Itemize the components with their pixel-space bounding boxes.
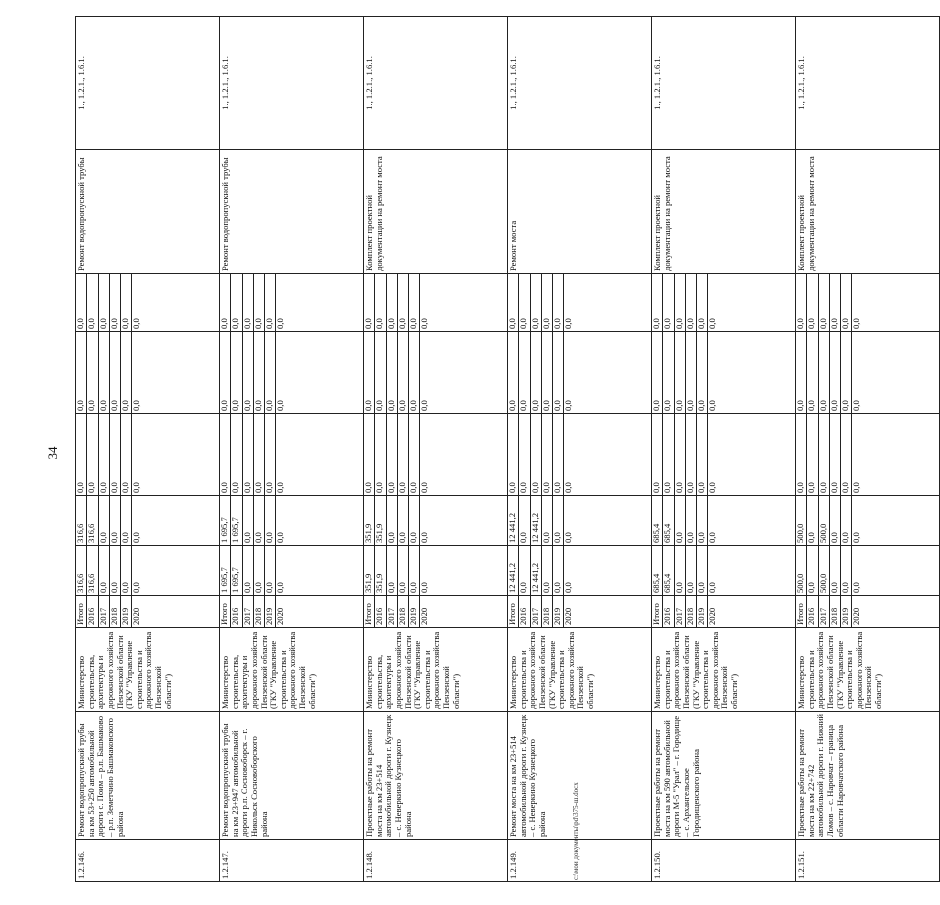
funding-value: 0,0 — [830, 332, 841, 413]
funding-value: 0,0 — [841, 274, 852, 331]
funding-c2-cell — [364, 496, 508, 546]
funding-value: 0,0 — [220, 332, 231, 413]
funding-value: 685,4 — [652, 546, 663, 595]
funding-value: 0,0 — [796, 332, 807, 413]
funding-value: 0,0 — [87, 414, 98, 495]
year-label: 2018 — [542, 596, 553, 627]
funding-value: 0,0 — [686, 496, 697, 545]
funding-c2-cell — [796, 496, 940, 546]
funding-value: 0,0 — [697, 496, 708, 545]
funding-value: 351,9 — [364, 496, 375, 545]
table-row — [796, 17, 940, 882]
funding-value: 0,0 — [675, 496, 686, 545]
funding-c4-cell — [364, 332, 508, 414]
funding-value: 0,0 — [99, 546, 110, 595]
funding-value: 0,0 — [409, 546, 420, 595]
year-label: 2016 — [807, 596, 818, 627]
funding-value: 0,0 — [686, 274, 697, 331]
year-label: Итого — [652, 596, 663, 627]
expected-result-cell: Комплект проектной документации на ремонт моста — [652, 150, 796, 274]
funding-value: 0,0 — [841, 546, 852, 595]
funding-value: 0,0 — [110, 274, 121, 331]
funding-c5-cell — [652, 274, 796, 332]
indicator-code-cell: 1., 1.2.1., 1.6.1. — [220, 17, 364, 150]
funding-value: 0,0 — [398, 274, 409, 331]
funding-value: 685,4 — [652, 496, 663, 545]
funding-value: 500,0 — [819, 546, 830, 595]
table-row — [220, 17, 364, 882]
funding-value: 0,0 — [531, 332, 542, 413]
year-label: Итого — [508, 596, 519, 627]
funding-value: 0,0 — [243, 274, 254, 331]
funding-value: 0,0 — [542, 546, 553, 595]
year-label: 2019 — [121, 596, 132, 627]
funding-c5-cell — [364, 274, 508, 332]
table-row — [364, 17, 508, 882]
funding-value: 0,0 — [563, 318, 574, 329]
year-label: 2016 — [663, 596, 674, 627]
indicator-code-cell: 1., 1.2.1., 1.6.1. — [508, 17, 652, 150]
funding-value: 0,0 — [686, 332, 697, 413]
funding-value: 0,0 — [851, 318, 862, 329]
funding-value: 0,0 — [841, 332, 852, 413]
funding-value: 0,0 — [841, 496, 852, 545]
year-label: Итого — [220, 596, 231, 627]
funding-value: 0,0 — [243, 546, 254, 595]
funding-c4-cell — [796, 332, 940, 414]
funding-value: 351,9 — [375, 546, 386, 595]
funding-c3-cell — [364, 414, 508, 496]
funding-c3-cell — [652, 414, 796, 496]
funding-value: 0,0 — [275, 482, 286, 493]
funding-value: 0,0 — [697, 414, 708, 495]
funding-value: 0,0 — [553, 274, 564, 331]
funding-value: 0,0 — [387, 332, 398, 413]
funding-value: 0,0 — [364, 332, 375, 413]
funding-value: 0,0 — [121, 546, 132, 595]
funding-c1-cell — [220, 546, 364, 596]
funding-value: 0,0 — [254, 496, 265, 545]
funding-value: 0,0 — [87, 332, 98, 413]
funding-c5-cell — [508, 274, 652, 332]
funding-value: 0,0 — [419, 400, 430, 411]
funding-c4-cell — [76, 332, 220, 414]
funding-value: 0,0 — [409, 332, 420, 413]
funding-value: 0,0 — [110, 332, 121, 413]
funding-value: 0,0 — [841, 414, 852, 495]
funding-c3-cell — [76, 414, 220, 496]
funding-value: 0,0 — [375, 274, 386, 331]
table-row — [508, 17, 652, 882]
expected-result-cell: Комплект проектной документации на ремонт моста — [796, 150, 940, 274]
row-number-cell: 1.2.146. — [76, 840, 220, 882]
funding-value: 0,0 — [419, 318, 430, 329]
funding-value: 0,0 — [519, 414, 530, 495]
years-cell — [364, 596, 508, 628]
year-label: 2020 — [419, 607, 430, 625]
funding-value: 0,0 — [531, 274, 542, 331]
funding-c1-cell — [508, 546, 652, 596]
funding-value: 0,0 — [851, 400, 862, 411]
years-cell — [652, 596, 796, 628]
funding-value: 0,0 — [675, 332, 686, 413]
funding-value: 0,0 — [387, 546, 398, 595]
funding-c5-cell — [76, 274, 220, 332]
funding-value: 0,0 — [663, 274, 674, 331]
year-label: 2020 — [707, 607, 718, 625]
table-row — [652, 17, 796, 882]
funding-value: 0,0 — [675, 274, 686, 331]
funding-value: 0,0 — [807, 496, 818, 545]
funding-value: 0,0 — [553, 414, 564, 495]
funding-value: 0,0 — [851, 532, 862, 543]
year-label: 2020 — [563, 607, 574, 625]
row-number-cell: 1.2.151. — [796, 840, 940, 882]
funding-value: 0,0 — [851, 482, 862, 493]
year-label: 2020 — [275, 607, 286, 625]
funding-value: 0,0 — [663, 414, 674, 495]
funding-value: 0,0 — [563, 482, 574, 493]
funding-value: 0,0 — [99, 274, 110, 331]
funding-value: 0,0 — [364, 414, 375, 495]
funding-value: 0,0 — [796, 274, 807, 331]
funding-value: 0,0 — [398, 496, 409, 545]
funding-value: 0,0 — [807, 332, 818, 413]
funding-c2-cell — [652, 496, 796, 546]
funding-value: 0,0 — [675, 546, 686, 595]
table-body — [76, 17, 940, 882]
funding-value: 0,0 — [553, 496, 564, 545]
indicator-code-cell: 1., 1.2.1., 1.6.1. — [76, 17, 220, 150]
year-label: 2017 — [675, 596, 686, 627]
funding-value: 0,0 — [419, 532, 430, 543]
row-number-cell: 1.2.149. — [508, 840, 652, 882]
funding-c1-cell — [76, 546, 220, 596]
funding-value: 0,0 — [419, 582, 430, 593]
funding-value: 0,0 — [663, 332, 674, 413]
funding-value: 12 441,2 — [508, 546, 519, 595]
funding-value: 0,0 — [398, 332, 409, 413]
funding-value: 0,0 — [131, 482, 142, 493]
expected-result-cell: Ремонт водопропускной трубы — [220, 150, 364, 274]
funding-value: 0,0 — [110, 414, 121, 495]
funding-value: 0,0 — [807, 274, 818, 331]
year-label: 2017 — [531, 596, 542, 627]
executor-cell: Министерство строительства и дорожного хозяйства Пензенской области (ГКУ "Управление строительства и дорожного хозяйства Пензенской области") — [508, 628, 652, 712]
funding-value: 0,0 — [675, 414, 686, 495]
funding-value: 500,0 — [796, 496, 807, 545]
funding-c1-cell — [796, 546, 940, 596]
funding-value: 0,0 — [553, 546, 564, 595]
funding-c5-cell — [220, 274, 364, 332]
funding-value: 0,0 — [830, 274, 841, 331]
funding-value: 0,0 — [99, 414, 110, 495]
funding-value: 0,0 — [686, 546, 697, 595]
funding-value: 0,0 — [652, 332, 663, 413]
funding-value: 316,6 — [87, 496, 98, 545]
executor-cell: Министерство строительства и дорожного хозяйства Пензенской области (ГКУ "Управление строительства и дорожного хозяйства Пензенской области") — [652, 628, 796, 712]
funding-c4-cell — [652, 332, 796, 414]
funding-value: 0,0 — [87, 274, 98, 331]
funding-value: 0,0 — [375, 414, 386, 495]
years-cell — [220, 596, 364, 628]
funding-c4-cell — [508, 332, 652, 414]
funding-value: 12 441,2 — [531, 546, 542, 595]
year-label: 2017 — [243, 596, 254, 627]
expected-result-cell: Комплект проектной документации на ремонт моста — [364, 150, 508, 274]
year-label: 2017 — [387, 596, 398, 627]
funding-value: 1 695,7 — [220, 496, 231, 545]
funding-value: 351,9 — [364, 546, 375, 595]
indicator-code-cell: 1., 1.2.1., 1.6.1. — [796, 17, 940, 150]
funding-c5-cell — [796, 274, 940, 332]
funding-value: 0,0 — [387, 274, 398, 331]
funding-value: 12 441,2 — [508, 496, 519, 545]
funding-value: 0,0 — [519, 332, 530, 413]
funding-value: 0,0 — [819, 332, 830, 413]
funding-value: 0,0 — [419, 482, 430, 493]
funding-value: 0,0 — [121, 414, 132, 495]
funding-value: 0,0 — [707, 482, 718, 493]
funding-c3-cell — [220, 414, 364, 496]
year-label: 2019 — [697, 596, 708, 627]
years-cell — [76, 596, 220, 628]
funding-value: 0,0 — [110, 546, 121, 595]
funding-value: 0,0 — [508, 332, 519, 413]
funding-c1-cell — [652, 546, 796, 596]
years-cell — [508, 596, 652, 628]
funding-value: 0,0 — [220, 414, 231, 495]
funding-value: 0,0 — [807, 414, 818, 495]
funding-value: 0,0 — [707, 582, 718, 593]
funding-c3-cell — [508, 414, 652, 496]
funding-value: 0,0 — [707, 532, 718, 543]
year-label: 2020 — [131, 607, 142, 625]
funding-value: 0,0 — [131, 582, 142, 593]
funding-value: 0,0 — [553, 332, 564, 413]
funding-value: 0,0 — [110, 496, 121, 545]
executor-cell: Министерство строительства, архитектуры и дорожного хозяйства Пензенской области (ГКУ "Управление строительства и дорожного хозяйства Пензенской области") — [364, 628, 508, 712]
indicator-code-cell: 1., 1.2.1., 1.6.1. — [364, 17, 508, 150]
funding-value: 0,0 — [519, 274, 530, 331]
row-number-cell: 1.2.150. — [652, 840, 796, 882]
funding-value: 316,6 — [76, 546, 87, 595]
funding-value: 0,0 — [275, 532, 286, 543]
year-label: 2019 — [265, 596, 276, 627]
funding-value: 0,0 — [364, 274, 375, 331]
funding-value: 0,0 — [265, 332, 276, 413]
year-label: 2016 — [375, 596, 386, 627]
funding-value: 0,0 — [508, 274, 519, 331]
funding-value: 0,0 — [652, 414, 663, 495]
funding-value: 0,0 — [375, 332, 386, 413]
funding-value: 0,0 — [697, 274, 708, 331]
year-label: 2018 — [254, 596, 265, 627]
funding-value: 0,0 — [830, 496, 841, 545]
funding-value: 0,0 — [830, 546, 841, 595]
table-row — [76, 17, 220, 882]
funding-value: 0,0 — [265, 496, 276, 545]
funding-value: 685,4 — [663, 546, 674, 595]
funding-value: 0,0 — [254, 546, 265, 595]
funding-value: 0,0 — [99, 332, 110, 413]
footer-file-path: c:\мои документы\pd\375-ш.docx — [572, 782, 580, 880]
year-label: Итого — [364, 596, 375, 627]
executor-cell: Министерство строительства, архитектуры и дорожного хозяйства Пензенской области (ГКУ "Управление строительства и дорожного хозяйства Пензенской области") — [76, 628, 220, 712]
funding-value: 0,0 — [220, 274, 231, 331]
funding-value: 316,6 — [76, 496, 87, 545]
funding-value: 0,0 — [275, 318, 286, 329]
funding-value: 0,0 — [254, 414, 265, 495]
funding-value: 12 441,2 — [531, 496, 542, 545]
executor-cell: Министерство строительства и дорожного хозяйства Пензенской области (ГКУ "Управление строительства и дорожного хозяйства Пензенской области") — [796, 628, 940, 712]
year-label: Итого — [76, 596, 87, 627]
funding-value: 0,0 — [275, 582, 286, 593]
year-label: Итого — [796, 596, 807, 627]
funding-value: 0,0 — [686, 414, 697, 495]
funding-value: 0,0 — [807, 546, 818, 595]
year-label: 2019 — [841, 596, 852, 627]
funding-value: 0,0 — [243, 414, 254, 495]
funding-value: 0,0 — [265, 546, 276, 595]
funding-value: 1 695,7 — [231, 546, 242, 595]
funding-value: 0,0 — [254, 332, 265, 413]
funding-value: 500,0 — [819, 496, 830, 545]
years-cell — [796, 596, 940, 628]
funding-value: 0,0 — [519, 496, 530, 545]
year-label: 2018 — [398, 596, 409, 627]
funding-value: 0,0 — [707, 318, 718, 329]
funding-value: 0,0 — [830, 414, 841, 495]
funding-value: 0,0 — [231, 332, 242, 413]
funding-value: 0,0 — [542, 414, 553, 495]
measure-name-cell: Проектные работы на ремонт моста на км 22+742 автомобильной дороги г. Нижний Ломов – с. Наровчат – граница области Наровчатского района — [796, 712, 940, 840]
funding-value: 0,0 — [652, 274, 663, 331]
funding-value: 0,0 — [796, 414, 807, 495]
year-label: 2016 — [519, 596, 530, 627]
year-label: 2018 — [686, 596, 697, 627]
funding-value: 0,0 — [254, 274, 265, 331]
funding-value: 0,0 — [409, 414, 420, 495]
funding-value: 0,0 — [819, 274, 830, 331]
funding-value: 351,9 — [375, 496, 386, 545]
row-number-cell: 1.2.148. — [364, 840, 508, 882]
year-label: 2017 — [99, 596, 110, 627]
expected-result-cell: Ремонт водопропускной трубы — [76, 150, 220, 274]
funding-value: 0,0 — [519, 546, 530, 595]
funding-value: 0,0 — [707, 400, 718, 411]
expected-result-cell: Ремонт моста — [508, 150, 652, 274]
funding-value: 1 695,7 — [231, 496, 242, 545]
year-label: 2017 — [819, 596, 830, 627]
funding-value: 0,0 — [76, 332, 87, 413]
funding-c2-cell — [76, 496, 220, 546]
funding-value: 0,0 — [819, 414, 830, 495]
funding-value: 0,0 — [131, 532, 142, 543]
funding-value: 0,0 — [99, 496, 110, 545]
funding-value: 0,0 — [563, 400, 574, 411]
funding-value: 0,0 — [563, 532, 574, 543]
funding-value: 1 695,7 — [220, 546, 231, 595]
funding-value: 0,0 — [697, 332, 708, 413]
measure-name-cell: Ремонт водопропускной трубы на км 23+947 автомобильной дороги р.п. Сосновоборск – г. Никольск Сосновоборского района — [220, 712, 364, 840]
funding-value: 0,0 — [76, 414, 87, 495]
year-label: 2016 — [87, 596, 98, 627]
year-label: 2018 — [110, 596, 121, 627]
funding-value: 0,0 — [121, 274, 132, 331]
indicator-code-cell: 1., 1.2.1., 1.6.1. — [652, 17, 796, 150]
funding-value: 0,0 — [243, 496, 254, 545]
funding-value: 0,0 — [542, 274, 553, 331]
funding-c1-cell — [364, 546, 508, 596]
funding-value: 0,0 — [542, 496, 553, 545]
measure-name-cell: Ремонт моста на км 23+514 автомобильной дороги г. Кузнецк – с. Неверкино Кузнецкого района — [508, 712, 652, 840]
funding-value: 0,0 — [409, 274, 420, 331]
funding-value: 0,0 — [398, 414, 409, 495]
measure-name-cell: Проектные работы на ремонт моста на км 23+514 автомобильной дороги г. Кузнецк – с. Неверкино Кузнецкого района — [364, 712, 508, 840]
funding-value: 0,0 — [121, 496, 132, 545]
measure-name-cell: Ремонт водопропускной трубы на км 53+250 автомобильной дороги с. Поим – р.п. Башмаково – р.п. Земетчино Башмаковского района — [76, 712, 220, 840]
funding-value: 0,0 — [697, 546, 708, 595]
funding-value: 0,0 — [398, 546, 409, 595]
funding-value: 0,0 — [243, 332, 254, 413]
year-label: 2020 — [851, 607, 862, 625]
funding-c4-cell — [220, 332, 364, 414]
funding-value: 316,6 — [87, 546, 98, 595]
funding-value: 0,0 — [531, 414, 542, 495]
year-label: 2019 — [409, 596, 420, 627]
funding-value: 685,4 — [663, 496, 674, 545]
measure-name-cell: Проектные работы на ремонт моста на км 590 автомобильной дороги М-5 "Урал" – г. Городище – с. Архангельское Городищенского района — [652, 712, 796, 840]
funding-value: 0,0 — [231, 274, 242, 331]
funding-value: 0,0 — [131, 318, 142, 329]
row-number-cell: 1.2.147. — [220, 840, 364, 882]
executor-cell: Министерство строительства, архитектуры и дорожного хозяйства Пензенской области (ГКУ "Управление строительства и дорожного хозяйства Пензенской области") — [220, 628, 364, 712]
funding-value: 0,0 — [275, 400, 286, 411]
funding-value: 0,0 — [851, 582, 862, 593]
funding-value: 0,0 — [563, 582, 574, 593]
funding-value: 0,0 — [409, 496, 420, 545]
year-label: 2018 — [830, 596, 841, 627]
year-label: 2019 — [553, 596, 564, 627]
funding-value: 0,0 — [265, 274, 276, 331]
funding-c2-cell — [220, 496, 364, 546]
funding-value: 0,0 — [387, 496, 398, 545]
funding-c3-cell — [796, 414, 940, 496]
funding-value: 500,0 — [796, 546, 807, 595]
funding-value: 0,0 — [231, 414, 242, 495]
funding-value: 0,0 — [76, 274, 87, 331]
funding-value: 0,0 — [131, 400, 142, 411]
funding-value: 0,0 — [265, 414, 276, 495]
funding-value: 0,0 — [121, 332, 132, 413]
funding-value: 0,0 — [542, 332, 553, 413]
funding-value: 0,0 — [508, 414, 519, 495]
program-table — [75, 16, 940, 882]
page-number: 34 — [45, 446, 60, 460]
year-label: 2016 — [231, 596, 242, 627]
funding-c2-cell — [508, 496, 652, 546]
funding-value: 0,0 — [387, 414, 398, 495]
